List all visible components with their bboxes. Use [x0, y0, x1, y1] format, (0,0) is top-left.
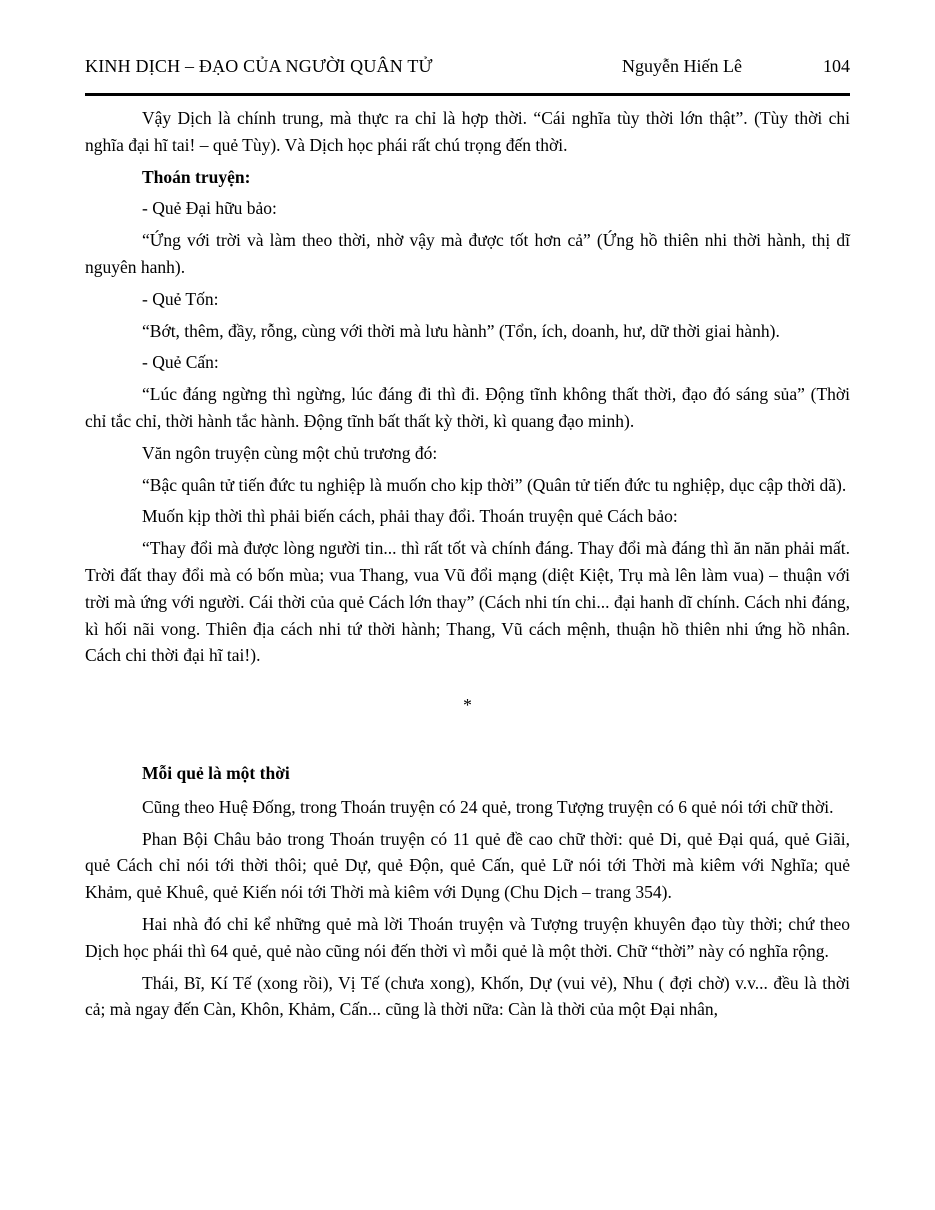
book-title: KINH DỊCH – ĐẠO CỦA NGƯỜI QUÂN TỬ — [85, 56, 433, 76]
paragraph: “Bậc quân tử tiến đức tu nghiệp là muốn cho kịp thời” (Quân tử tiến đức tu nghiệp, dục cập thời dã). — [142, 474, 847, 495]
page-number: 104 — [823, 56, 850, 76]
running-header — [85, 54, 850, 78]
paragraph: Cũng theo Huệ Đống, trong Thoán truyện có 24 quẻ, trong Tượng truyện có 6 quẻ nói tới chữ thời. — [142, 796, 834, 817]
paragraph: Thái, Bĩ, Kí Tế (xong rồi), Vị Tế (chưa xong), Khốn, Dự (vui vẻ), Nhu ( đợi chờ) v.v... đều là thời cả; mà ngay đến Càn, Khôn, Khảm, Cấn... cũng là thời nữa: Càn là thời của một Đại nhân, — [85, 972, 850, 1020]
paragraph: Muốn kịp thời thì phải biến cách, phải thay đổi. Thoán truyện quẻ Cách bảo: — [142, 506, 678, 527]
paragraph: “Thay đổi mà được lòng người tin... thì rất tốt và chính đáng. Thay đổi mà đáng thì ăn năn phải mất. Trời đất thay đổi mà có bốn mùa; vua Thang, vua Vũ đổi mạng (diệt Kiệt, Trụ mà lên làm vua) – thuận với trời mà ứng với người. Cái thời của quẻ Cách lớn thay” (Cách nhi tín chi... đại hanh dĩ chính. Cách nhi đáng, kì hối nãi vong. Thiên địa cách nhi tứ thời hành; Thang, Vũ cách mệnh, thuận hồ thiên nhi ứng hồ nhân. Cách chi thời đại hĩ tai!). — [85, 538, 850, 666]
document-body — [85, 105, 850, 1023]
header-rule — [85, 93, 850, 96]
separator-asterisk: * — [463, 695, 472, 716]
paragraph: “Bớt, thêm, đầy, rỗng, cùng với thời mà lưu hành” (Tổn, ích, doanh, hư, dữ thời giai hành). — [142, 320, 780, 341]
paragraph: - Quẻ Tốn: — [142, 288, 219, 309]
section-heading: Thoán truyện: — [142, 166, 251, 187]
paragraph: “Lúc đáng ngừng thì ngừng, lúc đáng đi thì đi. Động tĩnh không thất thời, đạo đó sáng sủa” (Thời chỉ tắc chỉ, thời hành tắc hành. Động tĩnh bất thất kỳ thời, kì quang đạo minh). — [85, 384, 850, 431]
author-name: Nguyễn Hiến Lê — [622, 56, 742, 76]
paragraph: - Quẻ Đại hữu bảo: — [142, 198, 277, 219]
paragraph: - Quẻ Cấn: — [142, 352, 219, 373]
paragraph: Vậy Dịch là chính trung, mà thực ra chỉ là hợp thời. “Cái nghĩa tùy thời lớn thật”. (Tùy thời chi nghĩa đại hĩ tai! – quẻ Tùy). Và Dịch học phái rất chú trọng đến thời. — [85, 108, 850, 155]
paragraph: “Ứng với trời và làm theo thời, nhờ vậy mà được tốt hơn cả” (Ứng hồ thiên nhi thời hành, thị dĩ nguyên hanh). — [85, 230, 850, 277]
paragraph: Văn ngôn truyện cùng một chủ trương đó: — [142, 442, 438, 463]
paragraph: Phan Bội Châu bảo trong Thoán truyện có 11 quẻ đề cao chữ thời: quẻ Di, quẻ Đại quá, quẻ Giãi, quẻ Cách chỉ nói tới thời thôi; quẻ Dự, quẻ Độn, quẻ Cấn, quẻ Lữ nói tới Thời mà kiêm với Nghĩa; quẻ Khảm, quẻ Khuê, quẻ Kiến nói tới Thời mà kiêm với Dụng (Chu Dịch – trang 354). — [85, 828, 850, 903]
section-heading: Mỗi quẻ là một thời — [142, 762, 290, 783]
paragraph: Hai nhà đó chỉ kể những quẻ mà lời Thoán truyện và Tượng truyện khuyên đạo tùy thời; chứ theo Dịch học phái thì 64 quẻ, quẻ nào cũng nói đến thời vì mỗi quẻ là một thời. Chữ “thời” này có nghĩa rộng. — [85, 913, 850, 961]
